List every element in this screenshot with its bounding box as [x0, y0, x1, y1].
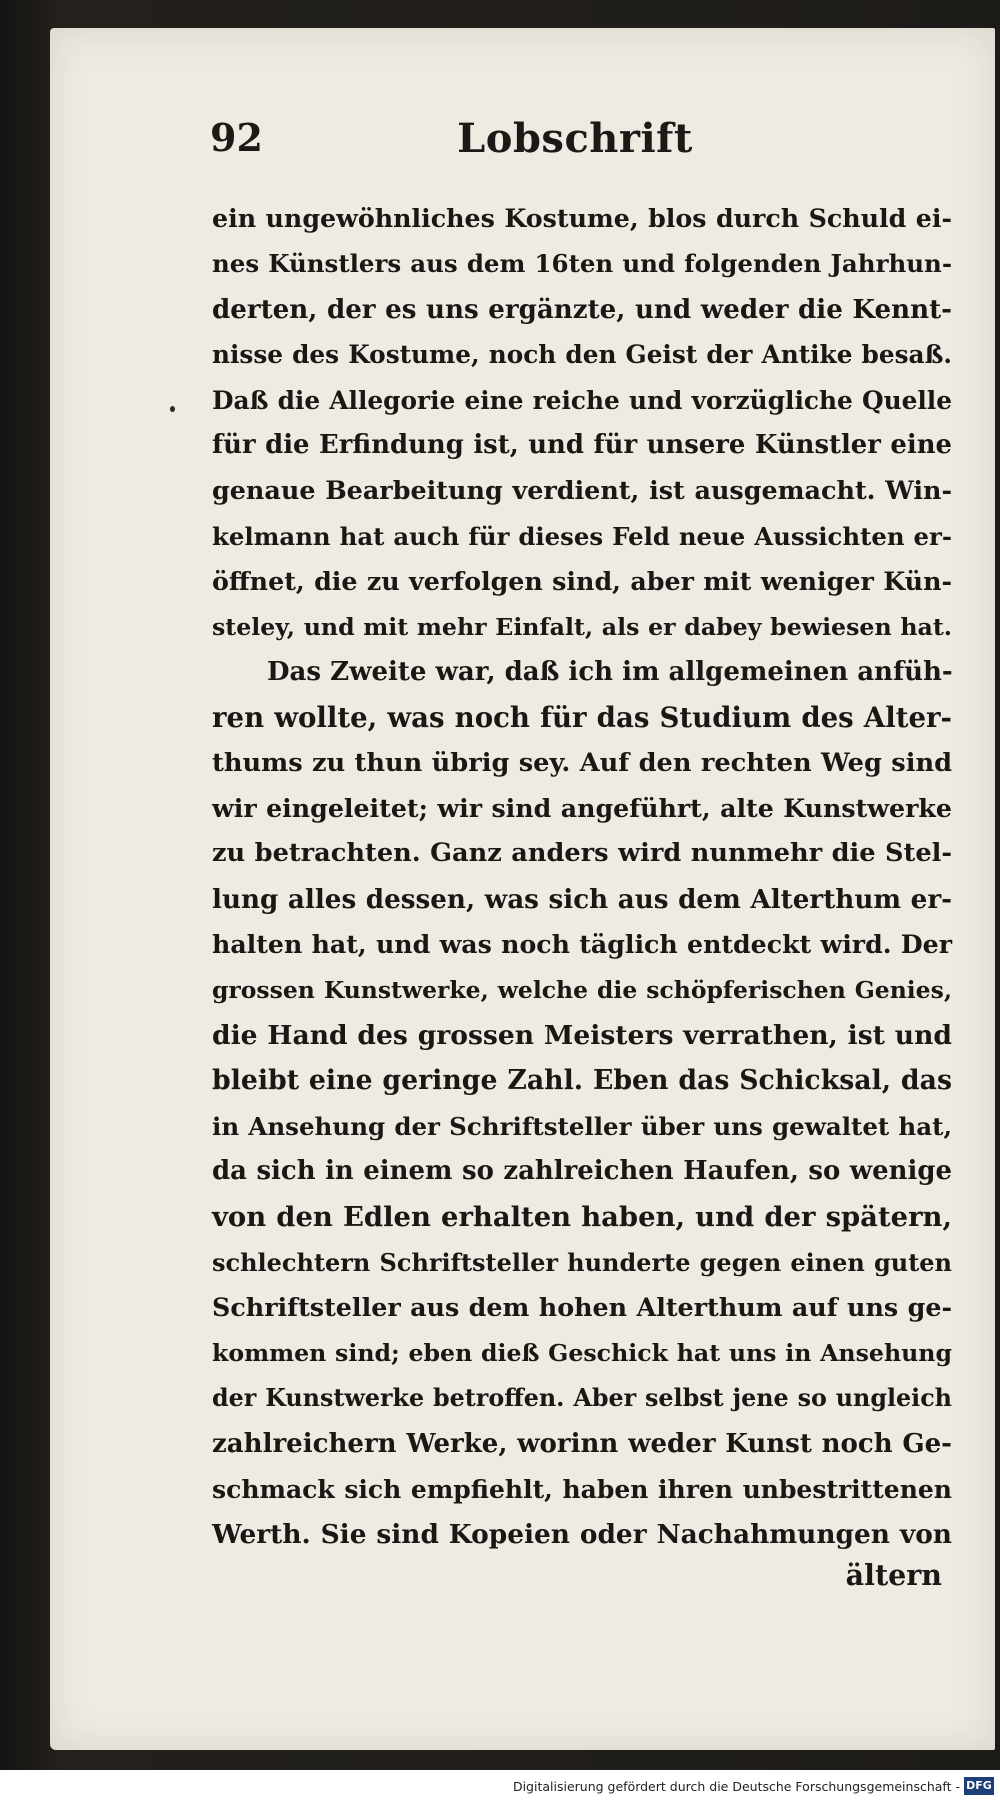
text-line: lung alles dessen, was sich aus dem Alterthum er- [212, 883, 952, 915]
text-line: ein ungewöhnliches Kostume, blos durch Schuld ei- [212, 203, 952, 233]
text-line: bleibt eine geringe Zahl. Eben das Schicksal, das [212, 1065, 952, 1097]
text-line: für die Erfindung ist, und für unsere Künstler eine [212, 429, 952, 460]
text-line: der Kunstwerke betroffen. Aber selbst jene so ungleich [212, 1384, 952, 1413]
text-line: grossen Kunstwerke, welche die schöpferischen Genies, [212, 975, 952, 1004]
funding-credit: Digitalisierung gefördert durch die Deutsche Forschungsgemeinschaft - [512, 1779, 960, 1794]
text-line: kommen sind; eben dieß Geschick hat uns in Ansehung [212, 1338, 952, 1367]
catchword: ältern [845, 1558, 942, 1592]
body-text [212, 196, 952, 1558]
text-line: die Hand des grossen Meisters verrathen, ist und [212, 1020, 952, 1052]
text-line: öffnet, die zu verfolgen sind, aber mit weniger Kün- [212, 566, 952, 597]
text-line: genaue Bearbeitung verdient, ist ausgemacht. Win- [212, 475, 952, 506]
dfg-logo: DFG [964, 1777, 994, 1795]
text-line: wir eingeleitet; wir sind angeführt, alte Kunstwerke [212, 793, 952, 824]
ink-speck [170, 406, 175, 412]
text-line: schlechtern Schriftsteller hunderte gegen einen guten [212, 1247, 952, 1277]
text-line: von den Edlen erhalten haben, und der spätern, [212, 1200, 952, 1233]
text-line: kelmann hat auch für dieses Feld neue Aussichten er- [212, 521, 952, 551]
page-header [200, 115, 950, 175]
running-title: Lobschrift [457, 115, 693, 162]
text-line: da sich in einem so zahlreichen Haufen, so wenige [212, 1156, 952, 1187]
text-line: thums zu thun übrig sey. Auf den rechten Weg sind [212, 747, 952, 778]
text-line: Werth. Sie sind Kopeien oder Nachahmungen von [212, 1519, 952, 1551]
text-line: Das Zweite war, daß ich im allgemeinen anfüh- [267, 656, 953, 687]
text-line: steley, und mit mehr Einfalt, als er dabey bewiesen hat. [212, 612, 952, 641]
text-line: Daß die Allegorie eine reiche und vorzügliche Quelle [212, 385, 952, 415]
text-line: halten hat, und was noch täglich entdeckt wird. Der [212, 929, 952, 960]
text-line: ren wollte, was noch für das Studium des Alter- [212, 701, 952, 735]
page-number: 92 [210, 115, 263, 160]
text-line: nes Künstlers aus dem 16ten und folgenden Jahrhun- [212, 249, 952, 279]
text-line: schmack sich empfiehlt, haben ihren unbestrittenen [212, 1473, 952, 1504]
footer-bar [0, 1770, 1000, 1803]
text-line: nisse des Kostume, noch den Geist der Antike besaß. [212, 340, 952, 370]
text-line: Schriftsteller aus dem hohen Alterthum auf uns ge- [212, 1292, 952, 1323]
text-line: in Ansehung der Schriftsteller über uns gewaltet hat, [212, 1111, 952, 1141]
text-line: zahlreichern Werke, worinn weder Kunst noch Ge- [212, 1428, 952, 1459]
text-line: zu betrachten. Ganz anders wird nunmehr die Stel- [212, 838, 952, 869]
text-line: derten, der es uns ergänzte, und weder die Kennt- [212, 293, 952, 325]
